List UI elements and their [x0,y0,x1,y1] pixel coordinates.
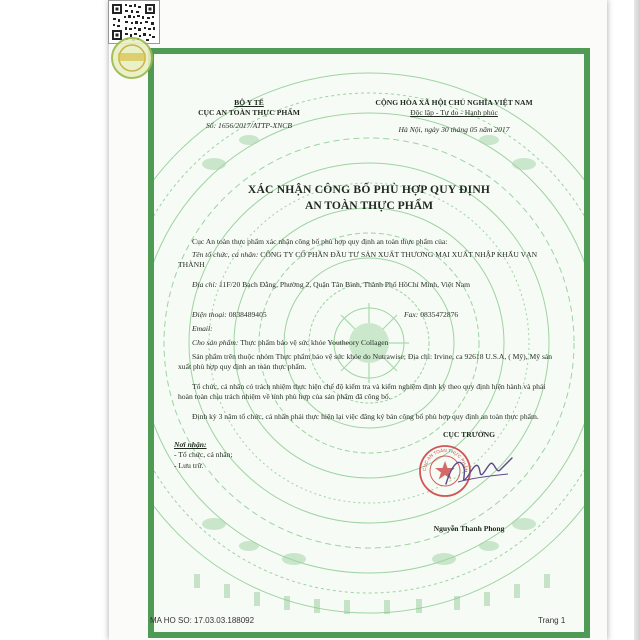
phone-value: 0838489405 [228,310,267,319]
paragraph-2: Tổ chức, cá nhân có trách nhiệm thực hiện chế độ kiểm tra và kiểm nghiệm định kỳ theo quy định hiện hành và phải hoàn toàn chịu trách nhiệm về tính phù hợp của sản phẩm đã công bố. [178,382,546,402]
recipient-item: - Lưu trữ. [174,460,204,470]
organization-field [178,250,558,271]
paragraph-1: Sản phẩm trên thuộc nhóm Thực phẩm bảo vệ sức khỏe do Nutrawise; Địa chỉ: Irvine, ca 92618 U.S.A, ( Mỹ), Mỹ sản xuất phù hợp quy định an toàn thực phẩm. [178,352,553,372]
product-label: Cho sản phẩm: [192,338,239,347]
document-number-value: 1656/2017/ATTP-XNCB [218,120,292,130]
signer-title: CỤC TRƯỞNG [442,430,496,439]
national-motto: Độc lập - Tự do - Hạnh phúc [410,108,498,118]
document-number-label: Số: [205,120,217,130]
email-label: Email: [192,324,213,333]
page-number: Trang 1 [538,616,566,625]
department-seal-icon [108,34,156,82]
recipients-block [174,440,294,471]
svg-text:CỤC AN TOÀN THỰC PHẨM: CỤC AN TOÀN THỰC PHẨM [421,447,469,473]
recipients-label: Nơi nhận: [174,440,207,449]
organization-label: Tên tổ chức, cá nhân: [192,250,259,259]
ministry-name: BỘ Y TẾ [234,98,264,107]
organization-value: CÔNG TY CỔ PHẦN ĐẦU TƯ SẢN XUẤT THƯƠNG MẠI XUẤT NHẬP KHẨU VẠN THÀNH [178,250,538,270]
place-date: Hà Nội, ngày 30 tháng 05 năm 2017 [398,124,510,134]
document-number [174,121,324,131]
signer-name: Nguyễn Thanh Phong [433,524,505,533]
paragraph-3: Định kỳ 3 năm tổ chức, cá nhân phải thực hiện lại việc đăng ký bản công bố phù hợp quy định an toàn thực phẩm. [192,412,539,421]
address-value: 11F/20 Bạch Đằng, Phường 2, Quận Tân Bình, Thành Phố HồChí Minh, Việt Nam [219,280,471,289]
scrollbar[interactable] [634,0,640,640]
signature-icon [438,446,518,496]
fax-field [404,310,458,320]
record-code: MA HO SO: 17.03.03.188092 [150,616,255,625]
title-line-1: XÁC NHẬN CÔNG BỐ PHÙ HỢP QUY ĐỊNH [247,183,491,196]
product-value: Thực phẩm bảo vệ sức khỏe Youtheory Collagen [240,338,389,347]
title-line-2: AN TOÀN THỰC PHẨM [304,198,434,212]
product-field [178,338,572,348]
fax-label: Fax: [404,310,419,319]
phone-label: Điện thoại: [192,310,227,319]
recipient-item: - Tổ chức, cá nhân; [174,450,233,460]
phone-field [178,310,572,320]
department-name: CỤC AN TOÀN THỰC PHẨM [198,108,300,118]
email-field [178,324,572,334]
certificate [148,48,590,638]
address-label: Địa chỉ: [192,280,218,289]
fax-value: 0835472876 [420,310,459,319]
intro-text: Cục An toàn thực phẩm xác nhận công bố phù hợp quy định an toàn thực phẩm của: [192,237,448,246]
address-field [178,280,558,290]
nation-name: CỘNG HÒA XÃ HỘI CHỦ NGHĨA VIỆT NAM [375,98,533,107]
